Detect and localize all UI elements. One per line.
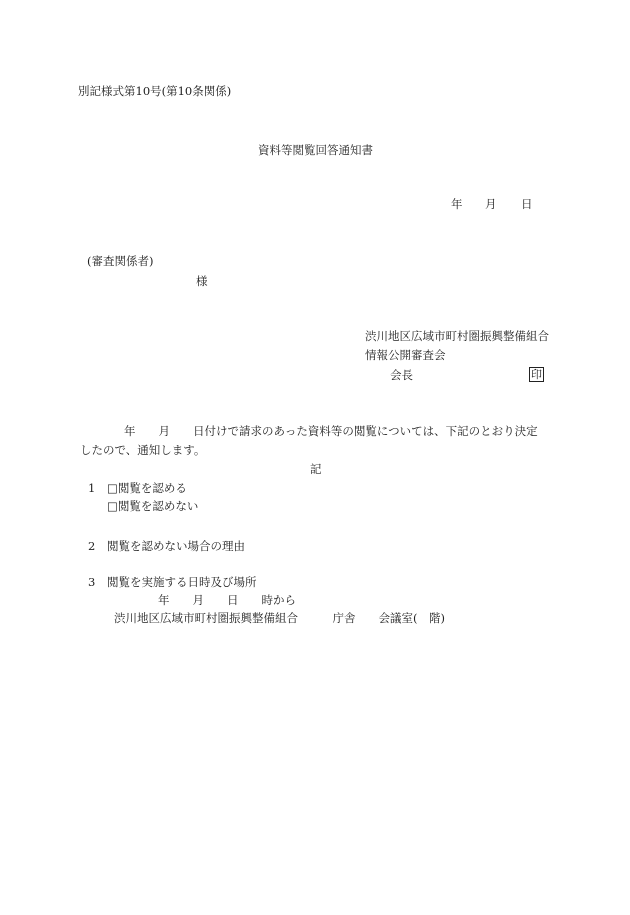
body-line-2: したので、通知します。 bbox=[80, 443, 206, 457]
item-3-datetime: 年 月 日 時から bbox=[158, 593, 296, 607]
item-3-place: 渋川地区広域市町村圏振興整備組合 庁舎 会議室( 階) bbox=[114, 611, 445, 625]
item-2-number: 2 bbox=[88, 539, 96, 553]
item-1-option-deny: □閲覧を認めない bbox=[107, 499, 199, 513]
sender-org: 渋川地区広域市町村圏振興整備組合 bbox=[365, 329, 549, 343]
form-label: 別記様式第10号(第10条関係) bbox=[78, 84, 232, 98]
item-1-number: 1 bbox=[88, 481, 96, 495]
item-3-text: 閲覧を実施する日時及び場所 bbox=[107, 575, 257, 589]
ki-heading: 記 bbox=[310, 462, 322, 476]
sender-committee: 情報公開審査会 bbox=[365, 348, 446, 362]
addressee-honorific: 様 bbox=[196, 274, 208, 288]
item-1-option-allow: □閲覧を認める bbox=[107, 481, 187, 495]
seal-mark: 印 bbox=[531, 368, 542, 381]
date-day: 日 bbox=[521, 197, 533, 211]
item-2-text: 閲覧を認めない場合の理由 bbox=[107, 539, 245, 553]
sender-chair: 会長 bbox=[390, 368, 413, 382]
seal-stamp bbox=[529, 367, 544, 382]
addressee-role: (審査関係者) bbox=[87, 254, 154, 268]
body-line-1: 年 月 日付けで請求のあった資料等の閲覧については、下記のとおり決定 bbox=[124, 424, 538, 438]
item-3-number: 3 bbox=[88, 575, 96, 589]
date-month: 月 bbox=[485, 197, 497, 211]
date-year: 年 bbox=[451, 197, 463, 211]
document-title: 資料等閲覧回答通知書 bbox=[258, 143, 373, 157]
